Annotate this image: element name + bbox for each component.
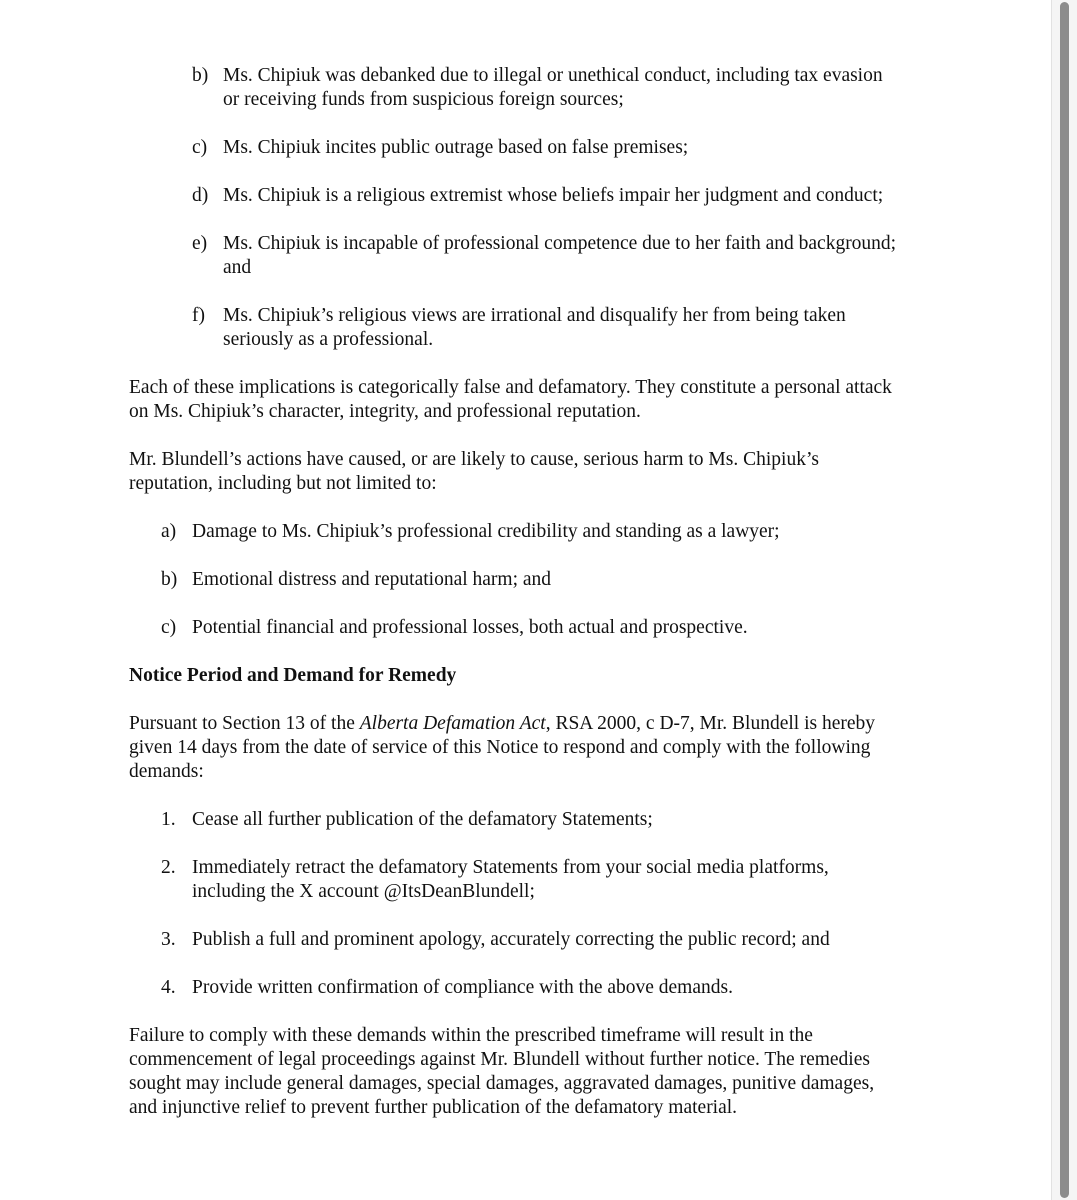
list-text: Damage to Ms. Chipiuk’s professional credibility and standing as a lawyer;: [192, 521, 780, 542]
list-text: Ms. Chipiuk was debanked due to illegal or unethical conduct, including tax evasion or receiving funds from suspicious foreign sources;: [223, 65, 883, 110]
list-marker: 1.: [161, 809, 176, 830]
implication-item-c: [192, 136, 992, 160]
list-text: Ms. Chipiuk is a religious extremist whose beliefs impair her judgment and conduct;: [223, 185, 884, 206]
demand-item-1: [161, 808, 961, 832]
list-marker: 4.: [161, 977, 176, 998]
implication-item-b: [192, 64, 992, 112]
list-marker: a): [161, 521, 177, 542]
list-marker: c): [192, 137, 208, 158]
paragraph-pursuant: Pursuant to Section 13 of the Alberta Defamation Act, RSA 2000, c D-7, Mr. Blundell is hereby given 14 days from the date of service of this Notice to respond and comply with the following demands:: [129, 713, 876, 782]
list-text: Potential financial and professional losses, both actual and prospective.: [192, 617, 748, 638]
harm-item-b: [161, 568, 961, 592]
demand-item-3: [161, 928, 961, 952]
list-marker: b): [192, 65, 209, 86]
list-text: Emotional distress and reputational harm; and: [192, 569, 552, 590]
paragraph-false-defamatory: Each of these implications is categorically false and defamatory. They constitute a personal attack on Ms. Chipiuk’s character, integrity, and professional reputation.: [129, 377, 892, 422]
list-marker: d): [192, 185, 209, 206]
harm-item-c: [161, 616, 961, 640]
list-marker: b): [161, 569, 178, 590]
section-heading: Notice Period and Demand for Remedy: [129, 665, 457, 686]
list-text: Publish a full and prominent apology, accurately correcting the public record; and: [192, 929, 830, 950]
list-text: Immediately retract the defamatory Statements from your social media platforms, including the X account @ItsDeanBlundell;: [192, 857, 829, 902]
harm-item-a: [161, 520, 961, 544]
paragraph-failure-to-comply: Failure to comply with these demands within the prescribed timeframe will result in the commencement of legal proceedings against Mr. Blundell without further notice. The remedies sought may include general damages, special damages, aggravated damages, punitive damages, and injunctive relief to prevent further publication of the defamatory material.: [129, 1025, 875, 1118]
list-marker: 3.: [161, 929, 176, 950]
list-text: Cease all further publication of the defamatory Statements;: [192, 809, 653, 830]
demand-item-4: [161, 976, 961, 1000]
list-text: Ms. Chipiuk incites public outrage based on false premises;: [223, 137, 689, 158]
list-marker: 2.: [161, 857, 176, 878]
act-title: Alberta Defamation Act: [359, 713, 546, 734]
list-marker: f): [192, 305, 205, 326]
list-text: Provide written confirmation of compliance with the above demands.: [192, 977, 733, 998]
vertical-scrollbar[interactable]: [1051, 0, 1077, 1200]
list-marker: e): [192, 233, 208, 254]
implication-item-e: [192, 232, 992, 280]
list-marker: c): [161, 617, 177, 638]
list-text: Ms. Chipiuk is incapable of professional competence due to her faith and background; and: [223, 233, 897, 278]
demand-item-2: [161, 856, 961, 904]
paragraph-serious-harm: Mr. Blundell’s actions have caused, or are likely to cause, serious harm to Ms. Chipiuk’s reputation, including but not limited to:: [129, 449, 819, 494]
implication-item-f: [192, 304, 992, 352]
list-text: Ms. Chipiuk’s religious views are irrational and disqualify her from being taken seriously as a professional.: [223, 305, 846, 350]
implication-item-d: [192, 184, 992, 208]
scrollbar-thumb[interactable]: [1060, 2, 1069, 1198]
